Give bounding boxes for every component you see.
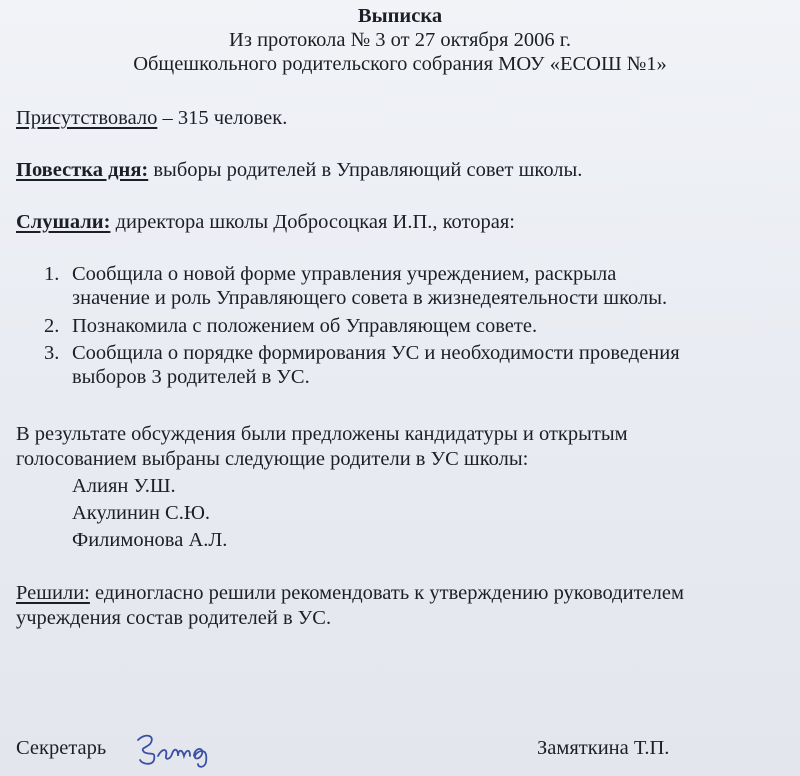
meeting-name: Общешкольного родительского собрания МОУ «ЕСОШ №1» bbox=[133, 53, 667, 75]
list-item-text-line: выборов 3 родителей в УС. bbox=[72, 366, 310, 388]
decision-line-1 bbox=[16, 581, 784, 605]
list-item-text-line: Познакомила с положением об Управляющем совете. bbox=[72, 315, 538, 337]
agenda-label: Повестка дня: bbox=[16, 159, 149, 181]
protocol-reference: Из протокола № 3 от 27 октября 2006 г. bbox=[229, 29, 571, 51]
list-item bbox=[44, 314, 784, 338]
parent-name: Алиян У.Ш. bbox=[72, 475, 176, 497]
handwritten-signature bbox=[132, 726, 222, 770]
heard-label: Слушали: bbox=[16, 211, 111, 233]
decision-text: единогласно решили рекомендовать к утверждению руководителем bbox=[89, 582, 684, 604]
list-item-number: 2. bbox=[44, 315, 60, 337]
attendance-line bbox=[16, 106, 784, 130]
secretary-label: Секретарь bbox=[16, 737, 107, 759]
decision-label: Решили: bbox=[16, 582, 90, 604]
document-header bbox=[0, 4, 800, 76]
secretary-name: Замяткина Т.П. bbox=[537, 737, 670, 759]
list-item bbox=[44, 341, 784, 389]
parent-name: Акулинин С.Ю. bbox=[72, 502, 211, 524]
list-item-text-line: значение и роль Управляющего совета в жизнедеятельности школы. bbox=[72, 287, 668, 309]
list-item-text-line: Сообщила о порядке формирования УС и необходимости проведения bbox=[72, 342, 680, 364]
heard-text: директора школы Добросоцкая И.П., которая: bbox=[110, 211, 515, 233]
document-title: Выписка bbox=[357, 5, 443, 27]
list-item-text-line: Сообщила о новой форме управления учреждением, раскрыла bbox=[72, 263, 617, 285]
result-line-1: В результате обсуждения были предложены кандидатуры и открытым bbox=[16, 423, 628, 445]
result-line-2: голосованием выбраны следующие родители в УС школы: bbox=[16, 448, 529, 470]
heard-line bbox=[16, 210, 784, 234]
list-item-number: 3. bbox=[44, 342, 60, 364]
attendance-text: – 315 человек. bbox=[157, 107, 288, 129]
attendance-label: Присутствовало bbox=[16, 107, 158, 129]
decision-line-2: учреждения состав родителей в УС. bbox=[16, 607, 332, 629]
list-item-number: 1. bbox=[44, 263, 60, 285]
parent-name: Филимонова А.Л. bbox=[72, 529, 228, 551]
list-item bbox=[44, 262, 784, 310]
agenda-text: выборы родителей в Управляющий совет школы. bbox=[148, 159, 583, 181]
agenda-line bbox=[16, 158, 784, 182]
